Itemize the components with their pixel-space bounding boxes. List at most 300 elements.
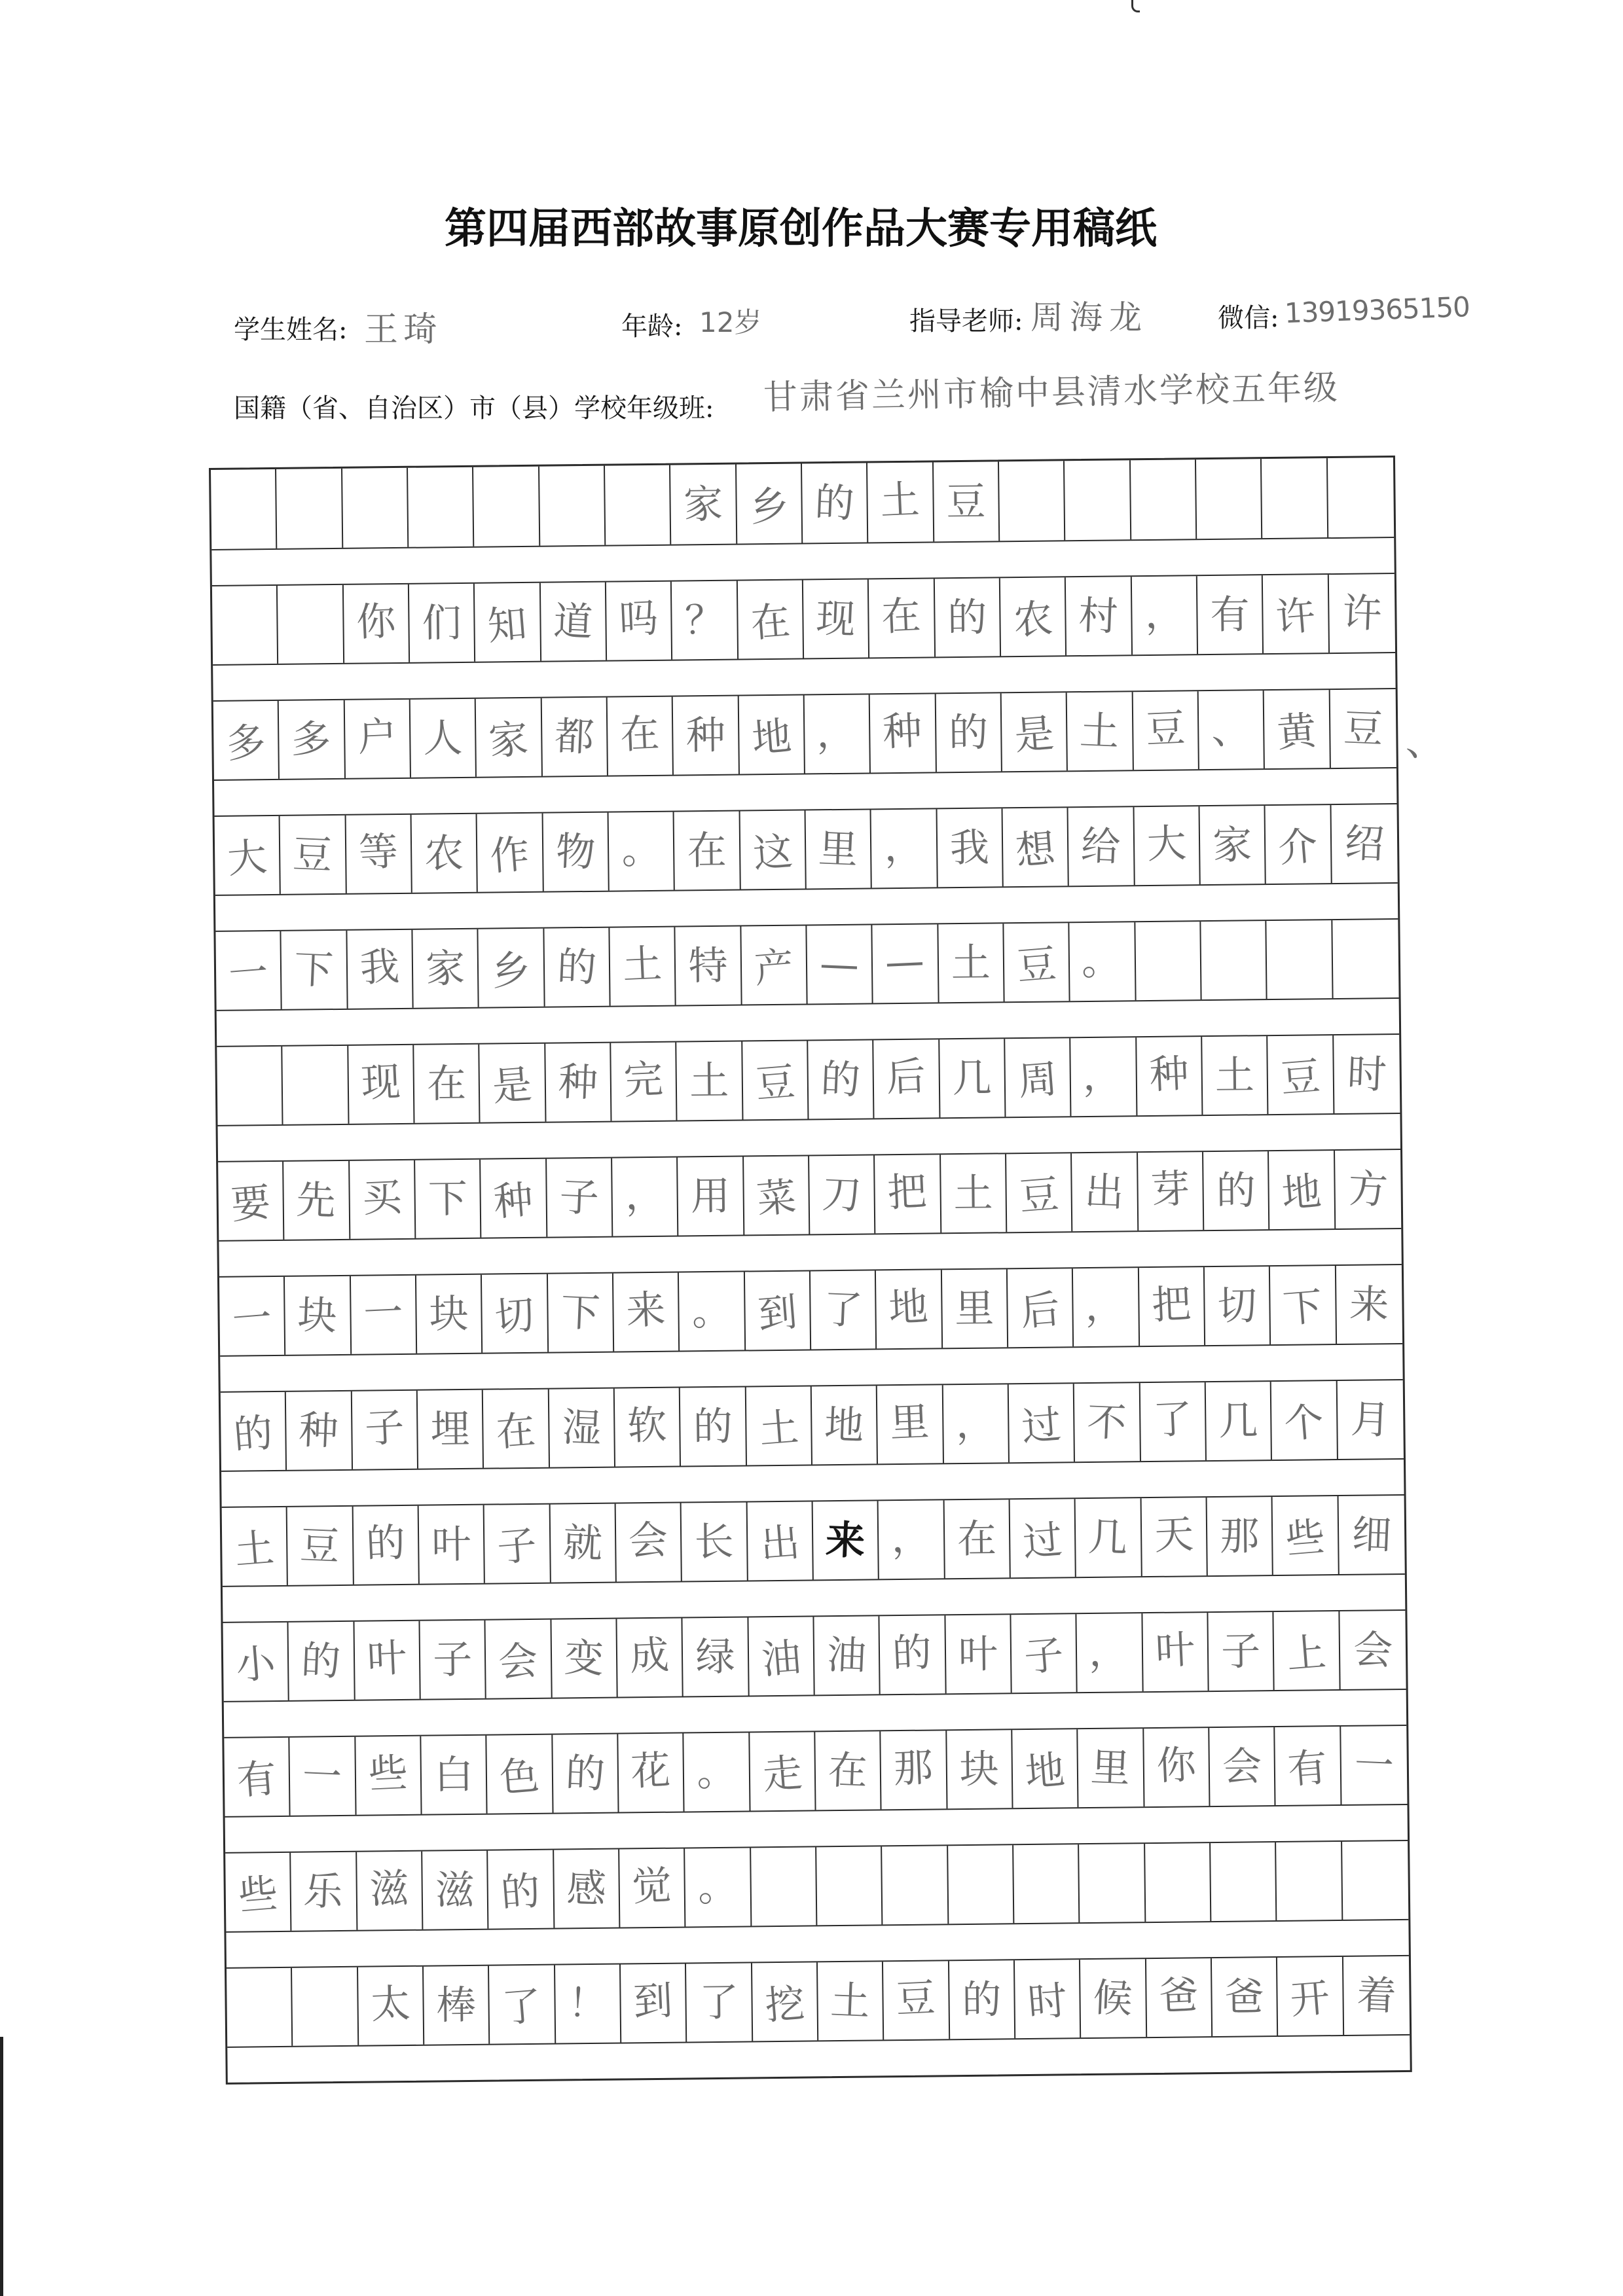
grid-cell xyxy=(1264,690,1331,768)
grid-cell xyxy=(278,585,344,664)
grid-cell xyxy=(283,1046,350,1124)
handwritten-character: 地 xyxy=(824,1401,865,1449)
handwritten-character: 出 xyxy=(1084,1168,1125,1216)
handwritten-character: 现 xyxy=(815,595,857,643)
grid-cell xyxy=(356,1736,422,1815)
handwritten-character: 地 xyxy=(1023,1746,1067,1796)
grid-cell xyxy=(217,1047,283,1125)
grid-cell xyxy=(1066,577,1133,655)
handwritten-character: 家 xyxy=(425,945,465,992)
grid-cell xyxy=(616,1503,683,1582)
handwritten-character: 小 xyxy=(234,1640,278,1689)
grid-cell xyxy=(1270,1266,1337,1344)
handwritten-character: ， xyxy=(883,823,925,870)
grid-cell xyxy=(678,1157,744,1236)
grid-row xyxy=(215,803,1398,896)
grid-cell xyxy=(218,1162,285,1240)
handwritten-character: 觉 xyxy=(631,1862,673,1910)
grid-cell xyxy=(621,1964,687,2042)
grid-cell xyxy=(609,812,676,891)
handwritten-character: 在 xyxy=(957,1515,997,1562)
grid-cell xyxy=(680,1387,747,1465)
handwritten-character: 成 xyxy=(629,1632,670,1679)
handwritten-character: 到 xyxy=(632,1977,674,2025)
grid-cell xyxy=(1338,1496,1405,1574)
grid-cell xyxy=(806,810,873,888)
grid-cell xyxy=(943,1384,1010,1463)
grid-cell xyxy=(684,1732,751,1811)
grid-cell xyxy=(881,1731,948,1809)
grid-cell xyxy=(543,813,610,891)
grid-cell xyxy=(1340,1611,1406,1689)
handwritten-character: 家 xyxy=(683,481,723,528)
grid-cell xyxy=(1277,1957,1344,2036)
handwritten-character: 一 xyxy=(1353,1741,1395,1789)
handwritten-character: 地 xyxy=(1280,1168,1324,1217)
handwritten-character: 块 xyxy=(429,1291,469,1338)
grid-cell xyxy=(934,461,1000,541)
grid-cell xyxy=(292,1967,359,2046)
grid-cell xyxy=(282,931,348,1009)
grid-cell xyxy=(1008,1268,1074,1347)
handwritten-character: 完 xyxy=(623,1056,665,1103)
grid-cell xyxy=(813,1501,880,1579)
handwritten-character: 人 xyxy=(423,715,463,762)
handwritten-character: 芽 xyxy=(1149,1165,1191,1213)
grid-cell xyxy=(289,1622,356,1700)
handwritten-character: 绍 xyxy=(1343,819,1385,868)
grid-cell xyxy=(1141,1498,1208,1576)
handwritten-character: 土 xyxy=(951,940,991,986)
handwritten-character: ！ xyxy=(566,1980,608,2028)
handwritten-character: 土 xyxy=(879,476,921,524)
handwritten-character: 先 xyxy=(295,1176,337,1225)
grid-cell xyxy=(1212,1958,1279,2036)
grid-row xyxy=(227,1955,1410,2048)
handwritten-character: — xyxy=(884,938,926,986)
handwritten-character: 周 xyxy=(1016,1055,1060,1105)
grid-row xyxy=(211,457,1394,550)
grid-cell xyxy=(353,1506,420,1585)
grid-row xyxy=(223,1609,1406,1702)
handwritten-character: 。 xyxy=(1082,938,1123,986)
grid-cell xyxy=(1199,691,1266,769)
grid-cell xyxy=(412,929,479,1008)
handwritten-character: 切 xyxy=(1217,1282,1258,1329)
page-title: 第四届西部故事原创作品大赛专用稿纸 xyxy=(445,204,1157,253)
grid-cell xyxy=(348,1045,415,1124)
handwritten-character: 乐 xyxy=(302,1867,344,1916)
handwritten-character: 豆 xyxy=(1144,704,1186,753)
grid-cell xyxy=(424,1966,490,2045)
grid-cell xyxy=(816,1846,883,1925)
handwritten-character: 的 xyxy=(814,479,856,527)
handwritten-character: 会 xyxy=(1352,1626,1394,1674)
handwritten-character: 农 xyxy=(1012,595,1055,644)
handwritten-character: 种 xyxy=(557,1058,599,1106)
handwritten-character: 给 xyxy=(1080,823,1122,870)
grid-cell xyxy=(1276,1842,1343,1920)
handwritten-character: 我 xyxy=(949,825,990,871)
grid-cell xyxy=(545,1043,612,1122)
grid-cell xyxy=(1135,922,1202,1000)
grid-cell xyxy=(549,1389,615,1467)
grid-cell xyxy=(539,466,606,546)
handwritten-character: 会 xyxy=(497,1637,540,1686)
grid-cell xyxy=(870,694,937,772)
grid-cell xyxy=(1071,1037,1138,1116)
grid-cell xyxy=(814,1616,881,1695)
handwritten-character: 里 xyxy=(954,1285,994,1332)
handwritten-character: 土 xyxy=(953,1170,993,1217)
grid-cell xyxy=(1341,1726,1408,1804)
handwritten-character: 作 xyxy=(488,831,532,880)
handwritten-character: 豆 xyxy=(754,1058,797,1107)
handwritten-character: 在 xyxy=(881,592,922,640)
handwritten-character: 种 xyxy=(492,1176,536,1225)
grid-cell xyxy=(1332,920,1399,998)
grid-cell xyxy=(1134,806,1201,885)
grid-cell xyxy=(1068,807,1135,886)
handwritten-character: 的 xyxy=(693,1403,733,1450)
handwritten-character: 种 xyxy=(1148,1050,1190,1098)
grid-cell xyxy=(679,1272,746,1350)
grid-cell xyxy=(482,1274,549,1353)
handwritten-character: 村 xyxy=(1078,592,1120,640)
handwritten-character: 叶 xyxy=(366,1634,408,1683)
grid-cell xyxy=(486,1620,553,1698)
grid-cell xyxy=(937,808,1004,887)
grid-cell xyxy=(740,810,807,889)
grid-cell xyxy=(479,929,545,1007)
handwritten-character: 豆 xyxy=(299,1522,341,1570)
grid-cell xyxy=(673,696,740,775)
handwritten-character: 在 xyxy=(827,1747,869,1795)
grid-cell xyxy=(947,1730,1013,1808)
handwritten-character: 买 xyxy=(361,1174,403,1222)
grid-cell xyxy=(555,1965,622,2043)
grid-cell xyxy=(283,1161,350,1240)
grid-cell xyxy=(410,699,477,778)
handwritten-character: 下 xyxy=(293,946,335,994)
grid-cell xyxy=(416,1275,483,1354)
handwritten-character: 刀 xyxy=(821,1171,863,1219)
handwritten-character: 。 xyxy=(691,1288,732,1335)
grid-cell xyxy=(222,1507,289,1586)
grid-cell xyxy=(942,1269,1009,1348)
handwritten-character: 你 xyxy=(1156,1741,1197,1789)
handwritten-character: 在 xyxy=(748,598,792,647)
grid-cell xyxy=(215,931,282,1010)
grid-cell xyxy=(1070,922,1137,1001)
handwritten-character: 土 xyxy=(1214,1052,1255,1099)
handwritten-character: 。 xyxy=(697,1749,737,1795)
grid-cell xyxy=(742,1041,809,1119)
grid-cell xyxy=(608,697,674,776)
grid-cell xyxy=(1131,459,1197,539)
handwritten-character: 多 xyxy=(225,718,268,768)
handwritten-character: 有 xyxy=(1286,1744,1330,1793)
grid-cell xyxy=(409,584,476,662)
handwritten-character: 在 xyxy=(494,1407,538,1456)
grid-cell xyxy=(747,1501,814,1580)
handwritten-character: 时 xyxy=(1026,1977,1069,2026)
grid-cell xyxy=(548,1274,615,1352)
handwritten-character: 下 xyxy=(428,1175,468,1223)
grid-cell xyxy=(287,1507,354,1585)
handwritten-character: 都 xyxy=(553,713,595,761)
grid-cell xyxy=(869,579,936,657)
handwritten-character: 的 xyxy=(891,1629,933,1677)
handwritten-character: 过 xyxy=(1020,1401,1063,1450)
grid-cell xyxy=(802,463,869,543)
handwritten-character: 种 xyxy=(298,1407,340,1455)
grid-cell xyxy=(1146,1958,1213,2037)
handwritten-character: 大 xyxy=(225,833,269,883)
grid-cell xyxy=(219,1277,286,1355)
handwritten-character: 子 xyxy=(432,1636,473,1683)
grid-cell xyxy=(1342,1841,1409,1920)
grid-cell xyxy=(745,1271,812,1350)
grid-cell xyxy=(873,924,939,1003)
handwritten-character: 的 xyxy=(365,1519,407,1568)
handwritten-character: 方 xyxy=(1347,1165,1389,1213)
handwritten-character: 月 xyxy=(1349,1395,1391,1444)
grid-cell xyxy=(215,816,282,895)
grid-cell xyxy=(1266,805,1332,884)
handwritten-character: 后 xyxy=(1019,1285,1062,1335)
grid-cell xyxy=(419,1505,486,1584)
handwritten-character: 把 xyxy=(1150,1280,1192,1329)
handwritten-character: 乡 xyxy=(748,482,791,531)
grid-cell xyxy=(1006,1153,1073,1232)
handwritten-character: 不 xyxy=(1086,1398,1128,1446)
handwritten-character: 变 xyxy=(563,1634,605,1682)
handwritten-character: 产 xyxy=(752,943,795,992)
teacher-value: 周海龙 xyxy=(1030,298,1148,336)
handwritten-character: 多 xyxy=(291,715,333,764)
grid-cell xyxy=(811,1270,877,1349)
grid-cell xyxy=(686,1963,753,2041)
handwritten-character: 一 xyxy=(362,1289,404,1337)
grid-cell xyxy=(880,1615,947,1694)
grid-row xyxy=(222,1494,1405,1587)
handwritten-character: 你 xyxy=(355,598,397,646)
grid-cell xyxy=(1269,1151,1336,1229)
grid-cell xyxy=(941,1154,1008,1232)
handwritten-character: 豆 xyxy=(946,478,986,525)
handwritten-character: 有 xyxy=(1210,591,1250,638)
handwritten-character: 块 xyxy=(959,1746,1000,1793)
handwritten-character: 白 xyxy=(433,1751,474,1799)
grid-cell xyxy=(1337,1380,1404,1459)
handwritten-character: 细 xyxy=(1351,1511,1393,1559)
grid-cell xyxy=(225,1853,292,1931)
grid-cell xyxy=(227,1968,293,2047)
wechat-value: 13919365150 xyxy=(1284,291,1470,329)
handwritten-character: 的 xyxy=(947,594,987,641)
grid-cell xyxy=(1275,1727,1342,1805)
handwritten-character: 绿 xyxy=(695,1634,735,1680)
grid-cell xyxy=(1335,1150,1402,1229)
grid-cell xyxy=(619,1848,686,1927)
grid-cell xyxy=(1205,1266,1271,1345)
handwritten-character: 菜 xyxy=(755,1174,798,1223)
handwritten-character: 地 xyxy=(750,713,793,762)
handwritten-character: ？ xyxy=(684,597,725,643)
grid-cell xyxy=(1140,1382,1207,1461)
handwritten-character: 道 xyxy=(552,598,594,645)
grid-cell xyxy=(285,1276,352,1355)
handwritten-character: 的 xyxy=(948,709,989,756)
age-label: 年龄: xyxy=(621,312,683,342)
handwritten-character: 是 xyxy=(490,1061,534,1110)
grid-cell xyxy=(815,1731,882,1810)
grid-cell xyxy=(875,1155,941,1233)
grid-cell xyxy=(1208,1612,1275,1691)
handwritten-character: 过 xyxy=(1021,1516,1065,1566)
grid-cell xyxy=(1211,1842,1277,1921)
grid-cell xyxy=(221,1392,287,1471)
handwritten-character: 在 xyxy=(426,1060,467,1107)
handwritten-character: 太 xyxy=(369,1980,411,2028)
grid-cell xyxy=(473,467,540,547)
grid-cell xyxy=(1144,1728,1211,1806)
school-label: 国籍（省、自治区）市（县）学校年级班: xyxy=(234,393,714,423)
grid-cell xyxy=(1343,1956,1410,2035)
grid-cell xyxy=(280,816,347,894)
grid-cell xyxy=(751,1847,818,1926)
handwritten-character: ， xyxy=(1082,1053,1124,1101)
grid-cell xyxy=(683,1617,750,1696)
handwritten-character: 土 xyxy=(689,1058,729,1104)
handwritten-character: 的 xyxy=(820,1056,862,1103)
handwritten-character: 了 xyxy=(822,1286,864,1334)
handwritten-character: 物 xyxy=(555,828,596,876)
handwritten-character: ， xyxy=(1089,1628,1130,1677)
overflow-punctuation: 、 xyxy=(1405,719,1445,765)
teacher-label: 指导老师: xyxy=(909,306,1023,336)
grid-cell xyxy=(357,1852,424,1930)
grid-cell xyxy=(741,925,808,1004)
handwritten-character: 切 xyxy=(493,1291,537,1340)
grid-cell xyxy=(1330,689,1396,768)
grid-cell xyxy=(605,465,672,545)
grid-cell xyxy=(344,584,410,663)
handwritten-character: 软 xyxy=(626,1401,668,1449)
grid-cell xyxy=(351,1276,418,1354)
grid-cell xyxy=(354,1621,421,1700)
grid-cell xyxy=(1201,921,1267,999)
handwritten-character: 把 xyxy=(886,1168,928,1216)
grid-cell xyxy=(550,1504,617,1583)
handwritten-character: 子 xyxy=(496,1522,539,1571)
handwritten-character: 下 xyxy=(1281,1283,1325,1333)
handwritten-character: 了 xyxy=(500,1982,544,2032)
handwritten-character: 在 xyxy=(619,710,661,758)
handwritten-character: 子 xyxy=(1022,1631,1066,1681)
handwritten-character: 块 xyxy=(297,1291,338,1340)
handwritten-character: 豆 xyxy=(1015,940,1059,990)
handwritten-character: 在 xyxy=(687,827,727,874)
handwritten-character: 土 xyxy=(1079,708,1121,755)
handwritten-character: 色 xyxy=(498,1752,541,1801)
grid-cell xyxy=(421,1736,488,1814)
handwritten-character: 子 xyxy=(1220,1628,1261,1675)
handwritten-character: 走 xyxy=(761,1749,804,1799)
handwritten-character: 湿 xyxy=(560,1404,602,1452)
handwritten-character: 候 xyxy=(1092,1974,1134,2022)
handwritten-character: 长 xyxy=(694,1518,735,1565)
handwritten-character: 会 xyxy=(627,1516,669,1564)
handwritten-character: 有 xyxy=(235,1755,279,1804)
grid-cell xyxy=(352,1391,418,1469)
grid-cell xyxy=(1336,1265,1403,1344)
handwritten-character: 棒 xyxy=(436,1982,477,2028)
grid-cell xyxy=(1145,1843,1212,1922)
grid-cell xyxy=(553,1734,619,1813)
handwritten-character: 个 xyxy=(1283,1398,1326,1448)
grid-cell xyxy=(342,468,409,548)
handwritten-character: ， xyxy=(1143,589,1185,637)
grid-cell xyxy=(685,1848,752,1926)
grid-cell xyxy=(883,1961,950,2039)
handwritten-character: 种 xyxy=(882,708,924,755)
grid-cell xyxy=(418,1390,484,1469)
grid-cell xyxy=(611,1043,678,1121)
grid-cell xyxy=(1328,457,1395,537)
grid-cell xyxy=(1263,575,1330,653)
handwritten-character: 是 xyxy=(1013,710,1056,759)
grid-cell xyxy=(670,465,737,545)
handwritten-character: 豆 xyxy=(1342,704,1384,753)
grid-cell xyxy=(415,1160,482,1238)
grid-cell xyxy=(750,1732,816,1810)
handwritten-character: 几 xyxy=(1087,1513,1129,1562)
grid-cell xyxy=(412,814,479,893)
grid-cell xyxy=(1000,577,1067,656)
handwritten-character: 上 xyxy=(1285,1628,1328,1678)
grid-cell xyxy=(739,695,805,774)
handwritten-character: 的 xyxy=(301,1637,342,1685)
handwritten-character: 种 xyxy=(685,712,726,759)
grid-cell xyxy=(752,1962,819,2041)
handwritten-character: 花 xyxy=(630,1747,672,1795)
handwritten-character: 爸 xyxy=(1224,1973,1265,2020)
handwritten-character: 吗 xyxy=(617,595,660,643)
grid-cell xyxy=(1074,1383,1141,1462)
handwritten-character: 特 xyxy=(688,942,728,989)
handwritten-character: 感 xyxy=(566,1865,608,1912)
grid-cell xyxy=(350,1160,416,1239)
grid-row xyxy=(221,1379,1404,1472)
grid-cell xyxy=(484,1505,551,1583)
grid-row xyxy=(225,1840,1408,1933)
grid-cell xyxy=(541,583,608,661)
grid-cell xyxy=(618,1734,685,1812)
grid-cell xyxy=(480,1044,547,1122)
handwritten-character: 滋 xyxy=(368,1865,410,1913)
grid-cell xyxy=(1268,1035,1335,1114)
grid-cell xyxy=(1012,1729,1079,1808)
grid-cell xyxy=(1206,1382,1273,1460)
handwritten-character: 许 xyxy=(1274,592,1317,641)
grid-cell xyxy=(738,581,805,659)
grid-cell xyxy=(1073,1268,1140,1346)
scan-edge xyxy=(0,2037,3,2296)
grid-cell xyxy=(807,925,873,1003)
handwritten-character: 黄 xyxy=(1275,707,1319,757)
